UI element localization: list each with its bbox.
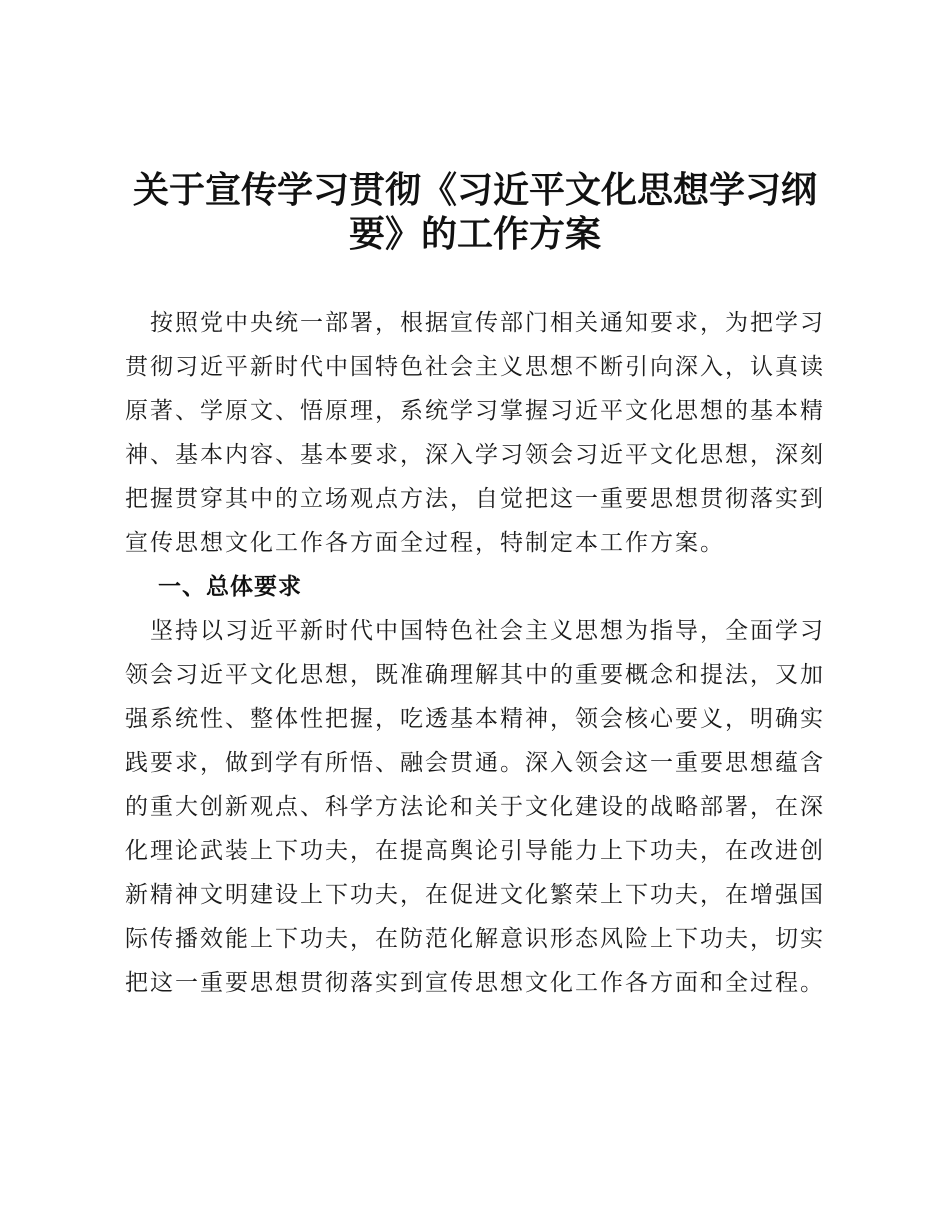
document-title-line-1: 关于宣传学习贯彻《习近平文化思想学习纲 (132, 169, 817, 211)
section-1-line-6: 化理论武装上下功夫，在提高舆论引导能力上下功夫，在改进创 (125, 838, 825, 864)
section-1-line-4: 践要求，做到学有所悟、融会贯通。深入领会这一重要思想蕴含 (125, 750, 825, 776)
section-1-line-3: 强系统性、整体性把握，吃透基本精神，领会核心要义，明确实 (125, 706, 825, 732)
intro-line-5: 把握贯穿其中的立场观点方法，自觉把这一重要思想贯彻落实到 (125, 486, 825, 512)
section-1-line-2: 领会习近平文化思想，既准确理解其中的重要概念和提法，又加 (125, 662, 825, 688)
document-title-line-2: 要》的工作方案 (348, 213, 601, 255)
section-1-line-5: 的重大创新观点、科学方法论和关于文化建设的战略部署，在深 (125, 794, 825, 820)
section-heading-general-requirements: 一、总体要求 (158, 574, 302, 600)
section-1-line-9: 把这一重要思想贯彻落实到宣传思想文化工作各方面和全过程。 (125, 970, 825, 996)
section-1-line-8: 际传播效能上下功夫，在防范化解意识形态风险上下功夫，切实 (125, 926, 825, 952)
intro-line-2: 贯彻习近平新时代中国特色社会主义思想不断引向深入，认真读 (125, 354, 825, 380)
section-1-line-1: 坚持以习近平新时代中国特色社会主义思想为指导，全面学习 (125, 618, 825, 644)
intro-line-6: 宣传思想文化工作各方面全过程，特制定本工作方案。 (125, 530, 725, 556)
intro-line-3: 原著、学原文、悟原理，系统学习掌握习近平文化思想的基本精 (125, 398, 825, 424)
intro-line-1: 按照党中央统一部署，根据宣传部门相关通知要求，为把学习 (125, 310, 825, 336)
section-1-line-7: 新精神文明建设上下功夫，在促进文化繁荣上下功夫，在增强国 (125, 882, 825, 908)
intro-line-4: 神、基本内容、基本要求，深入学习领会习近平文化思想，深刻 (125, 442, 825, 468)
